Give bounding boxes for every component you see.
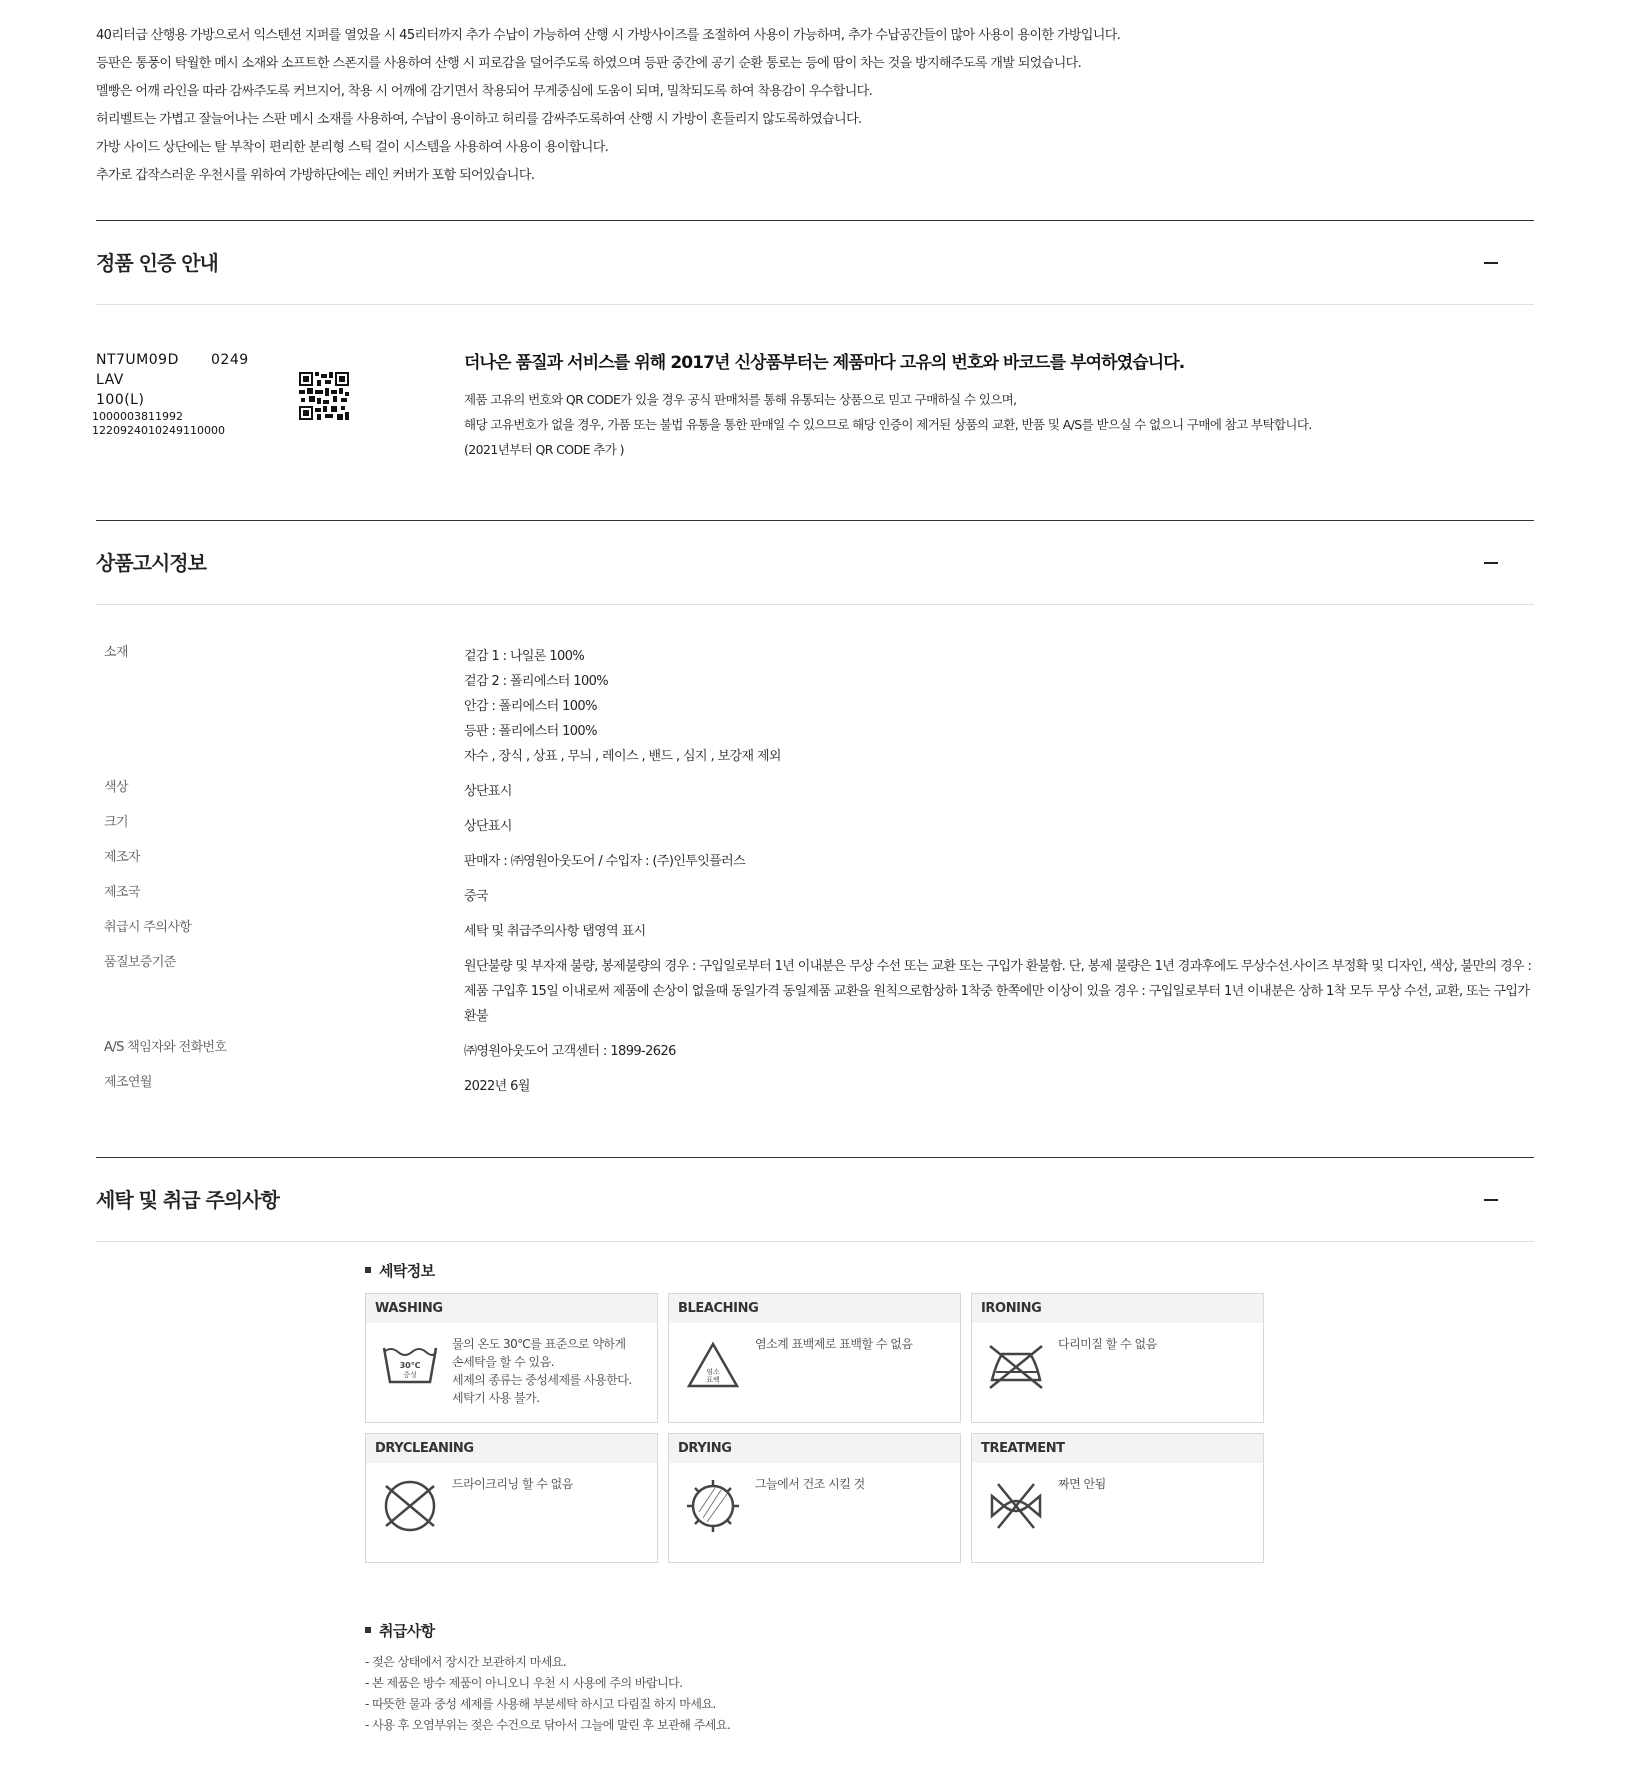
qr-code-icon bbox=[299, 372, 349, 420]
auth-section-header[interactable] bbox=[96, 221, 1534, 305]
table-row bbox=[96, 880, 1536, 915]
care-card-text bbox=[452, 1335, 632, 1407]
care-card-bleaching bbox=[668, 1293, 961, 1423]
description-line: 등판은 통풍이 탁월한 메시 소재와 소프트한 스폰지를 사용하여 산행 시 피로감을 덜어주도록 하였으며 등판 중간에 공기 순환 통로는 등에 땀이 차는 것을 방지해주도록 개발 되었습니다. bbox=[96, 56, 1082, 71]
auth-headline: 더나은 품질과 서비스를 위해 2017년 신상품부터는 제품마다 고유의 번호와 바코드를 부여하였습니다. bbox=[464, 353, 1185, 373]
care-card-head: DRYCLEANING bbox=[366, 1434, 657, 1463]
row-key: 색상 bbox=[104, 780, 128, 795]
description-line: 허리벨트는 가볍고 잘늘어나는 스판 메시 소재를 사용하여, 수납이 용이하고 허리를 감싸주도록하여 산행 시 가방이 흔들리지 않도록하였습니다. bbox=[96, 112, 862, 127]
care-card-text bbox=[1058, 1475, 1106, 1493]
care-card-head: TREATMENT bbox=[972, 1434, 1263, 1463]
value-line: 세탁 및 취급주의사항 탭영역 표시 bbox=[464, 924, 646, 939]
label-barcode: 1000003811992 bbox=[92, 410, 183, 423]
row-value bbox=[464, 845, 1534, 880]
value-line: 상단표시 bbox=[464, 784, 512, 799]
care-line: 드라이크리닝 할 수 없음 bbox=[452, 1477, 573, 1491]
value-line: ㈜영원아웃도어 고객센터 : 1899-2626 bbox=[464, 1044, 676, 1059]
handling-title: 취급사항 bbox=[365, 1620, 435, 1641]
table-row bbox=[96, 845, 1536, 880]
description-line: 가방 사이드 상단에는 탈 부착이 편리한 분리형 스틱 걸이 시스템을 사용하여 사용이 용이합니다. bbox=[96, 140, 609, 155]
bleach-icon bbox=[683, 1338, 743, 1394]
row-key: 품질보증기준 bbox=[104, 955, 176, 970]
row-value bbox=[464, 915, 1534, 950]
no-iron-icon bbox=[986, 1338, 1046, 1394]
auth-line: 제품 고유의 번호와 QR CODE가 있을 경우 공식 판매처를 통해 유통되는 상품으로 믿고 구매하실 수 있으며, bbox=[464, 392, 1017, 407]
product-label bbox=[92, 352, 266, 442]
care-line: 물의 온도 30℃를 표준으로 약하게 bbox=[452, 1337, 626, 1351]
label-size: 100(L) bbox=[96, 392, 145, 408]
care-line: 염소계 표백제로 표백할 수 없음 bbox=[755, 1337, 913, 1351]
care-line: 짜면 안됨 bbox=[1058, 1477, 1106, 1491]
table-row bbox=[96, 810, 1536, 845]
value-line: 상단표시 bbox=[464, 819, 512, 834]
care-card-text bbox=[755, 1335, 912, 1353]
care-card-head: DRYING bbox=[669, 1434, 960, 1463]
label-color: LAV bbox=[96, 372, 124, 388]
section-title: 세탁 및 취급 주의사항 bbox=[96, 1188, 279, 1212]
notice-section-header[interactable] bbox=[96, 521, 1534, 605]
table-row bbox=[96, 1070, 1536, 1105]
value-line: 안감 : 폴리에스터 100% bbox=[464, 699, 597, 714]
row-key: 소재 bbox=[104, 645, 128, 660]
auth-line: (2021년부터 QR CODE 추가 ) bbox=[464, 442, 624, 457]
care-card-text bbox=[755, 1475, 865, 1493]
description-line: 40리터급 산행용 가방으로서 익스텐션 지퍼를 열었을 시 45리터까지 추가 수납이 가능하여 산행 시 가방사이즈를 조절하여 사용이 가능하며, 추가 수납공간들이 많아 사용이 용이한 가방입니다. bbox=[96, 28, 1121, 43]
care-card-treatment bbox=[971, 1433, 1264, 1563]
handling-list bbox=[365, 1652, 730, 1736]
row-key: 취급시 주의사항 bbox=[104, 920, 192, 935]
value-line: 중국 bbox=[464, 889, 488, 904]
row-value bbox=[464, 775, 1534, 810]
bleach-text: 표백 bbox=[706, 1376, 720, 1384]
care-card-text bbox=[452, 1475, 573, 1493]
row-value bbox=[464, 950, 1534, 1035]
row-value bbox=[464, 1070, 1534, 1105]
care-card-text bbox=[1058, 1335, 1157, 1353]
care-card-washing bbox=[365, 1293, 658, 1423]
auth-section bbox=[96, 220, 1534, 305]
value-line: 자수 , 장식 , 상표 , 무늬 , 레이스 , 밴드 , 심지 , 보강재 제외 bbox=[464, 749, 781, 764]
row-key: 크기 bbox=[104, 815, 128, 830]
wash-info-title: 세탁정보 bbox=[365, 1260, 435, 1281]
collapse-icon[interactable] bbox=[1484, 262, 1498, 264]
care-card-head: IRONING bbox=[972, 1294, 1263, 1323]
list-item: - 젖은 상태에서 장시간 보관하지 마세요. bbox=[365, 1655, 567, 1669]
value-line: 판매자 : ㈜영원아웃도어 / 수입자 : (주)인투잇플러스 bbox=[464, 854, 746, 869]
list-item: - 본 제품은 방수 제품이 아니오니 우천 시 사용에 주의 바랍니다. bbox=[365, 1676, 683, 1690]
collapse-icon[interactable] bbox=[1484, 562, 1498, 564]
bleach-text: 염소 bbox=[706, 1368, 720, 1376]
value-line: 겉감 1 : 나일론 100% bbox=[464, 649, 585, 664]
no-wring-icon bbox=[986, 1478, 1046, 1534]
row-key: 제조자 bbox=[104, 850, 140, 865]
wash-temp-text: 30℃ bbox=[399, 1361, 421, 1370]
value-line: 환불 bbox=[464, 1009, 488, 1024]
notice-table bbox=[96, 640, 1536, 1105]
notice-section bbox=[96, 520, 1534, 605]
row-key: 제조국 bbox=[104, 885, 140, 900]
wash-30-icon bbox=[380, 1338, 440, 1394]
care-line: 세탁기 사용 불가. bbox=[452, 1391, 540, 1405]
no-dryclean-icon bbox=[380, 1478, 440, 1534]
label-barcode: 1220924010249110000 bbox=[92, 424, 225, 437]
row-value bbox=[464, 880, 1534, 915]
wash-detergent-text: 중성 bbox=[403, 1371, 417, 1379]
collapse-icon[interactable] bbox=[1484, 1199, 1498, 1201]
auth-info bbox=[464, 348, 1312, 462]
section-title: 상품고시정보 bbox=[96, 551, 206, 575]
label-code: NT7UM09D bbox=[96, 352, 179, 368]
product-description bbox=[96, 22, 1536, 190]
table-row bbox=[96, 915, 1536, 950]
care-section bbox=[96, 1157, 1534, 1242]
auth-line: 해당 고유번호가 없을 경우, 가품 또는 불법 유통을 통한 판매일 수 있으므로 해당 인증이 제거된 상품의 교환, 반품 및 A/S를 받으실 수 없으니 구매에 참고 부탁합니다. bbox=[464, 417, 1312, 432]
table-row bbox=[96, 950, 1536, 1035]
value-line: 원단불량 및 부자재 불량, 봉제불량의 경우 : 구입일로부터 1년 이내분은 무상 수선 또는 교환 또는 구입가 환불함. 단, 봉제 불량은 1년 경과후에도 무상수선.사이즈 부정확 및 디자인, 색상, 불만의 경우 : bbox=[464, 959, 1532, 974]
care-card-ironing bbox=[971, 1293, 1264, 1423]
care-line: 손세탁을 할 수 있음. bbox=[452, 1355, 554, 1369]
row-value bbox=[464, 640, 1534, 775]
description-line: 멜빵은 어깨 라인을 따라 감싸주도록 커브지어, 착용 시 어깨에 감기면서 착용되어 무게중심에 도움이 되며, 밀착되도록 하여 착용감이 우수합니다. bbox=[96, 84, 873, 99]
list-item: - 사용 후 오염부위는 젖은 수건으로 닦아서 그늘에 말린 후 보관해 주세요. bbox=[365, 1718, 731, 1732]
shade-dry-icon bbox=[683, 1478, 743, 1534]
table-row bbox=[96, 775, 1536, 810]
care-section-header[interactable] bbox=[96, 1158, 1534, 1242]
care-line: 세제의 종류는 중성세제를 사용한다. bbox=[452, 1373, 632, 1387]
care-card-drying bbox=[668, 1433, 961, 1563]
list-item: - 따뜻한 물과 중성 세제를 사용해 부분세탁 하시고 다림질 하지 마세요. bbox=[365, 1697, 716, 1711]
value-line: 제품 구입후 15일 이내로써 제품에 손상이 없을때 동일가격 동일제품 교환을 원칙으로함상하 1착중 한쪽에만 이상이 있을 경우 : 구입일로부터 1년 이내분은 상하 1착 모두 무상 수선, 교환, 또는 구입가 bbox=[464, 984, 1530, 999]
value-line: 겉감 2 : 폴리에스터 100% bbox=[464, 674, 609, 689]
row-value bbox=[464, 1035, 1534, 1070]
description-line: 추가로 갑작스러운 우천시를 위하여 가방하단에는 레인 커버가 포함 되어있습니다. bbox=[96, 168, 535, 183]
row-key: 제조연월 bbox=[104, 1075, 152, 1090]
row-value bbox=[464, 810, 1534, 845]
care-card-head: BLEACHING bbox=[669, 1294, 960, 1323]
section-title: 정품 인증 안내 bbox=[96, 251, 218, 275]
label-number: 0249 bbox=[211, 352, 249, 368]
care-card-head: WASHING bbox=[366, 1294, 657, 1323]
care-card-drycleaning bbox=[365, 1433, 658, 1563]
value-line: 등판 : 폴리에스터 100% bbox=[464, 724, 597, 739]
care-line: 그늘에서 건조 시킬 것 bbox=[755, 1477, 865, 1491]
care-line: 다리미질 할 수 없음 bbox=[1058, 1337, 1157, 1351]
value-line: 2022년 6월 bbox=[464, 1079, 530, 1094]
table-row bbox=[96, 640, 1536, 775]
table-row bbox=[96, 1035, 1536, 1070]
row-key: A/S 책임자와 전화번호 bbox=[104, 1040, 227, 1055]
